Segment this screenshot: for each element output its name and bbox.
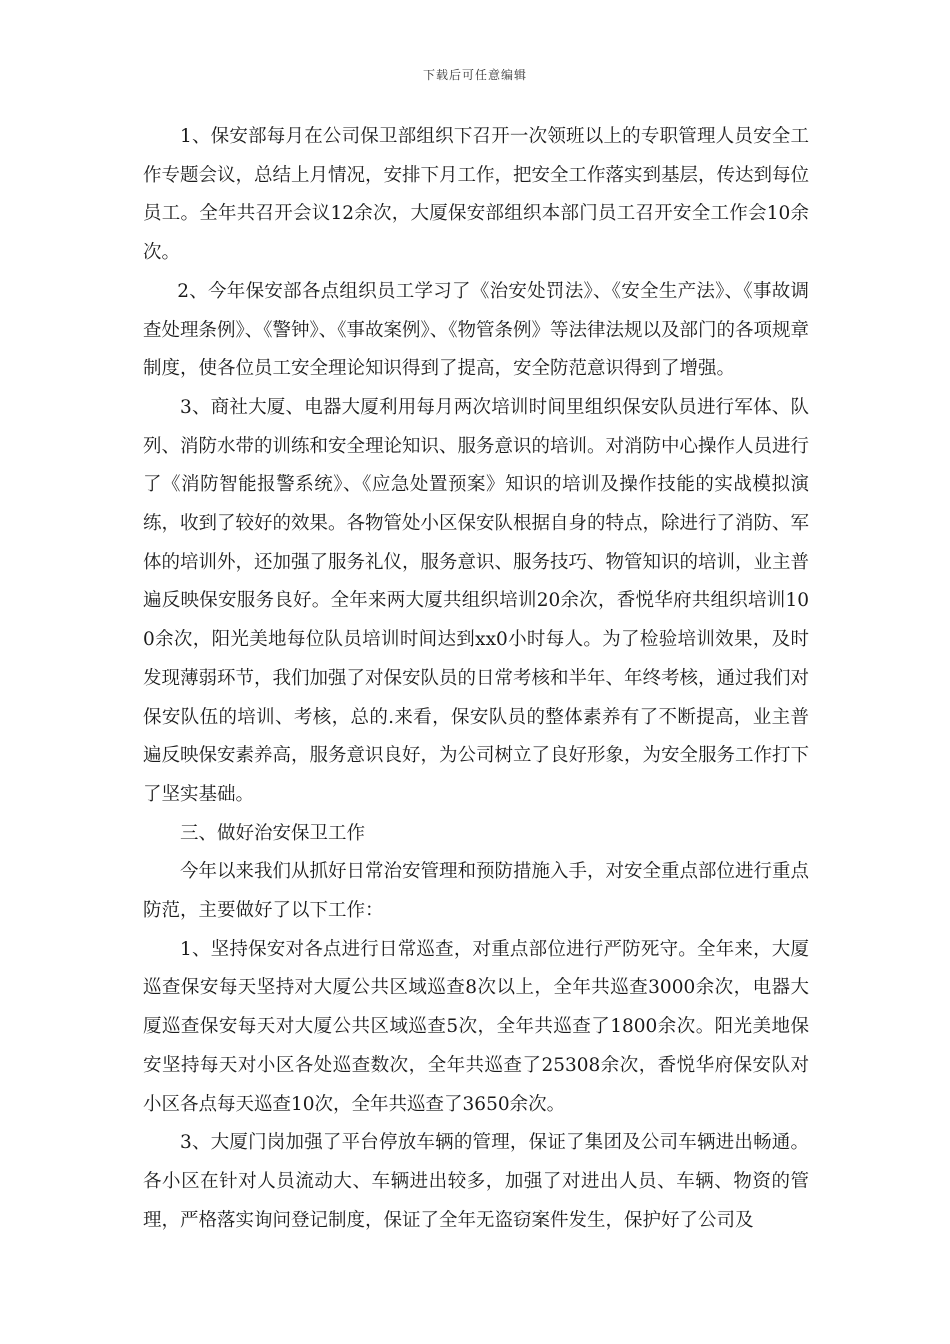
paragraph-meeting: 1、保安部每月在公司保卫部组织下召开一次领班以上的专职管理人员安全工作专题会议，总结上月情况，安排下月工作，把安全工作落实到基层，传达到每位员工。全年共召开会议12余次，大厦保安部组织本部门员工召开安全工作会10余次。 <box>143 126 810 264</box>
paragraph-law-study: 2、今年保安部各点组织员工学习了《治安处罚法》、《安全生产法》、《事故调查处理条例》、《警钟》、《事故案例》、《物管条例》等法律法规以及部门的各项规章制度，使各位员工安全理论知识得到了提高，安全防范意识得到了增强。 <box>143 280 810 380</box>
paragraph-security-intro: 今年以来我们从抓好日常治安管理和预防措施入手，对安全重点部位进行重点防范，主要做好了以下工作： <box>143 861 810 922</box>
document-body <box>143 118 809 1240</box>
paragraph-training: 3、商社大厦、电器大厦利用每月两次培训时间里组织保安队员进行军体、队列、消防水带的训练和安全理论知识、服务意识的培训。对消防中心操作人员进行了《消防智能报警系统》、《应急处置预案》知识的培训及操作技能的实战模拟演练，收到了较好的效果。各物管处小区保安队根据自身的特点，除进行了消防、军体的培训外，还加强了服务礼仪，服务意识、服务技巧、物管知识的培训，业主普遍反映保安服务良好。全年来两大厦共组织培训20余次，香悦华府共组织培训100余次，阳光美地每位队员培训时间达到xx0小时每人。为了检验培训效果，及时发现薄弱环节，我们加强了对保安队员的日常考核和半年、年终考核，通过我们对保安队伍的培训、考核，总的.来看，保安队员的整体素养有了不断提高，业主普遍反映保安素养高，服务意识良好，为公司树立了良好形象，为安全服务工作打下了坚实基础。 <box>143 396 810 805</box>
paragraph-patrol: 1、坚持保安对各点进行日常巡查，对重点部位进行严防死守。全年来，大厦巡查保安每天坚持对大厦公共区域巡查8次以上，全年共巡查3000余次，电器大厦巡查保安每天对大厦公共区域巡查5次，全年共巡查了1800余次。阳光美地保安坚持每天对小区各处巡查数次，全年共巡查了25308余次，香悦华府保安队对小区各点每天巡查10次，全年共巡查了3650余次。 <box>143 938 809 1115</box>
page-header: 下载后可任意编辑 <box>422 68 527 82</box>
section-heading-security: 三、做好治安保卫工作 <box>180 822 366 844</box>
paragraph-gate-vehicles: 3、大厦门岗加强了平台停放车辆的管理，保证了集团及公司车辆进出畅通。各小区在针对人员流动大、车辆进出较多，加强了对进出人员、车辆、物资的管理，严格落实询问登记制度，保证了全年无盗窃案件发生，保护好了公司及 <box>143 1132 809 1231</box>
